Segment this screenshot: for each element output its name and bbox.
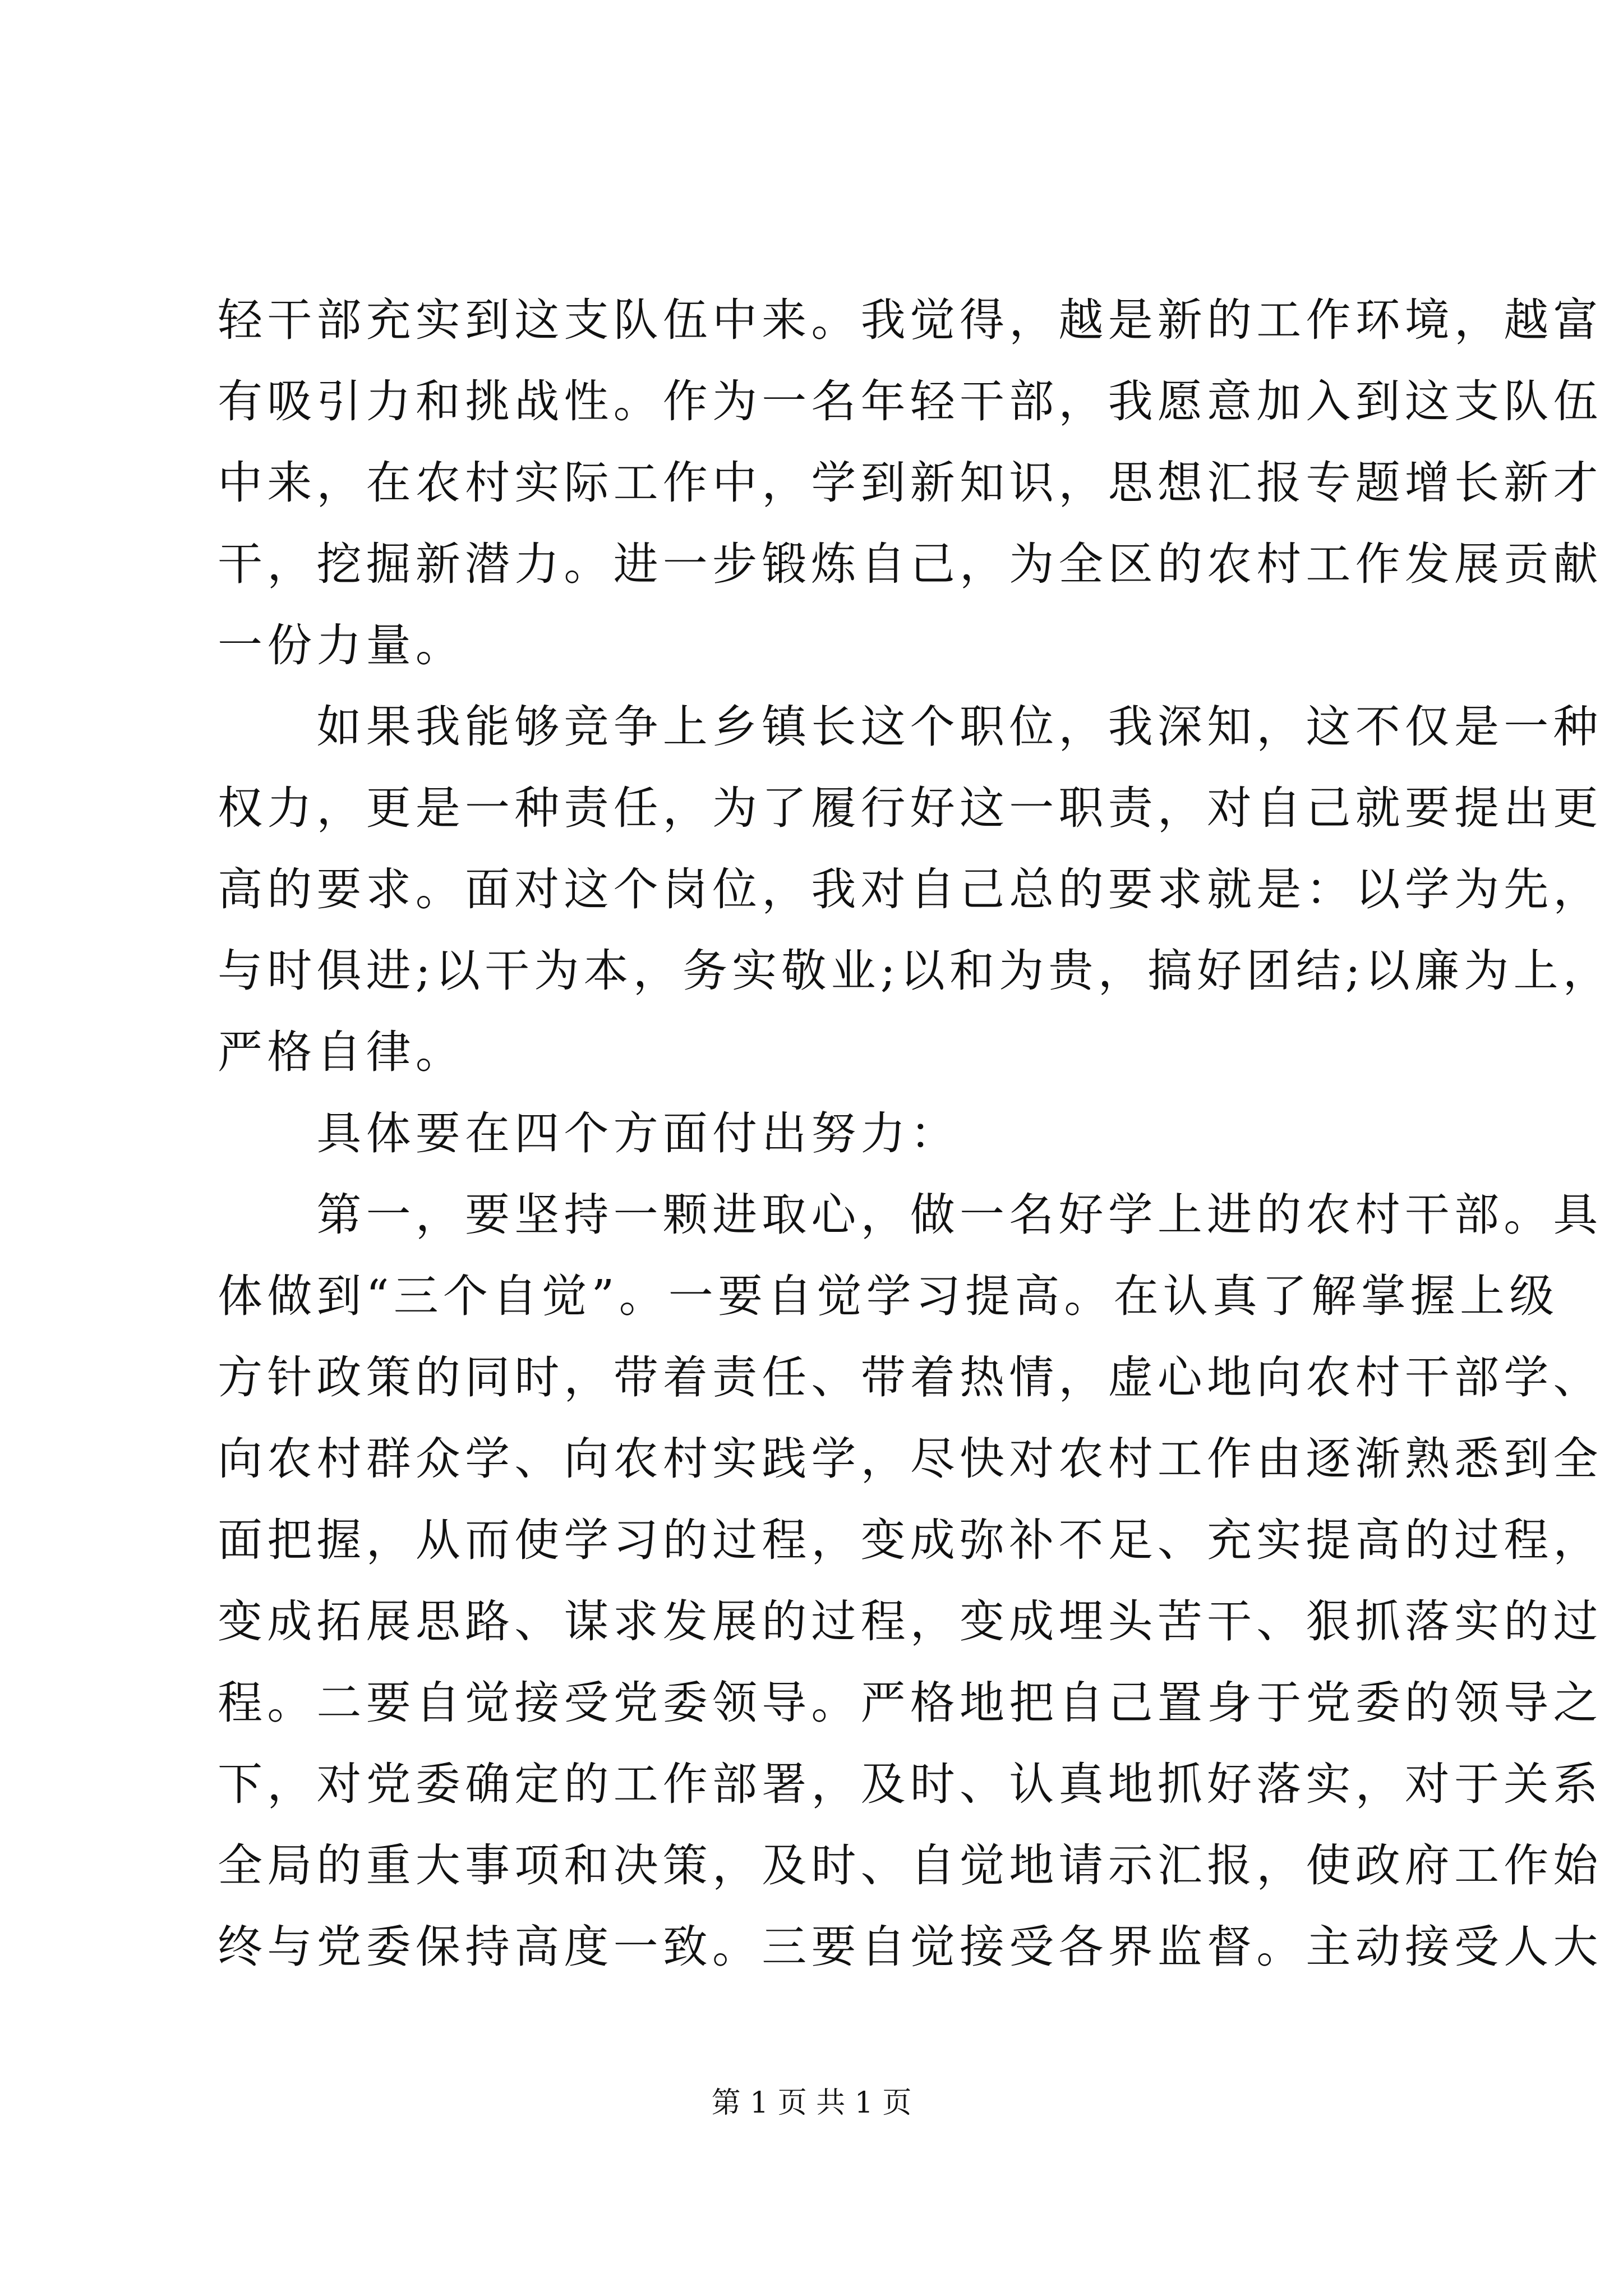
text-line: 干，挖掘新潜力。进一步锻炼自己，为全区的农村工作发展贡献 xyxy=(218,538,1603,590)
text-line: 与时俱进;以干为本，务实敬业;以和为贵，搞好团结;以廉为上， xyxy=(218,945,1612,997)
page-footer xyxy=(0,2083,1623,2123)
text-line: 严格自律。 xyxy=(218,1026,465,1078)
text-line: 一份力量。 xyxy=(218,619,465,671)
text-line: 中来，在农村实际工作中，学到新知识，思想汇报专题增长新才 xyxy=(218,457,1603,509)
text-line: 体做到“三个自觉”。一要自觉学习提高。在认真了解掌握上级 xyxy=(218,1270,1559,1322)
text-line: 方针政策的同时，带着责任、带着热情，虚心地向农村干部学、 xyxy=(218,1351,1603,1404)
body-text xyxy=(218,279,1612,1987)
text-line: 下，对党委确定的工作部署，及时、认真地抓好落实，对于关系 xyxy=(218,1758,1603,1810)
text-line: 权力，更是一种责任，为了履行好这一职责，对自己就要提出更 xyxy=(218,782,1603,834)
text-line: 程。二要自觉接受党委领导。严格地把自己置身于党委的领导之 xyxy=(218,1677,1603,1729)
page-number-label: 第 1 页 共 1 页 xyxy=(711,2086,912,2120)
text-line: 具体要在四个方面付出努力： xyxy=(218,1107,960,1159)
text-line: 面把握，从而使学习的过程，变成弥补不足、充实提高的过程， xyxy=(218,1514,1603,1566)
text-line: 高的要求。面对这个岗位，我对自己总的要求就是：以学为先， xyxy=(218,863,1603,915)
text-line: 向农村群众学、向农村实践学，尽快对农村工作由逐渐熟悉到全 xyxy=(218,1433,1603,1485)
text-line: 全局的重大事项和决策，及时、自觉地请示汇报，使政府工作始 xyxy=(218,1839,1603,1892)
text-line: 轻干部充实到这支队伍中来。我觉得，越是新的工作环境，越富 xyxy=(218,294,1603,346)
text-line: 第一，要坚持一颗进取心，做一名好学上进的农村干部。具 xyxy=(218,1189,1603,1241)
text-line: 变成拓展思路、谋求发展的过程，变成埋头苦干、狠抓落实的过 xyxy=(218,1595,1603,1648)
text-line: 终与党委保持高度一致。三要自觉接受各界监督。主动接受人大 xyxy=(218,1921,1603,1973)
text-line: 如果我能够竞争上乡镇长这个职位，我深知，这不仅是一种 xyxy=(218,701,1603,753)
text-line: 有吸引力和挑战性。作为一名年轻干部，我愿意加入到这支队伍 xyxy=(218,375,1603,427)
